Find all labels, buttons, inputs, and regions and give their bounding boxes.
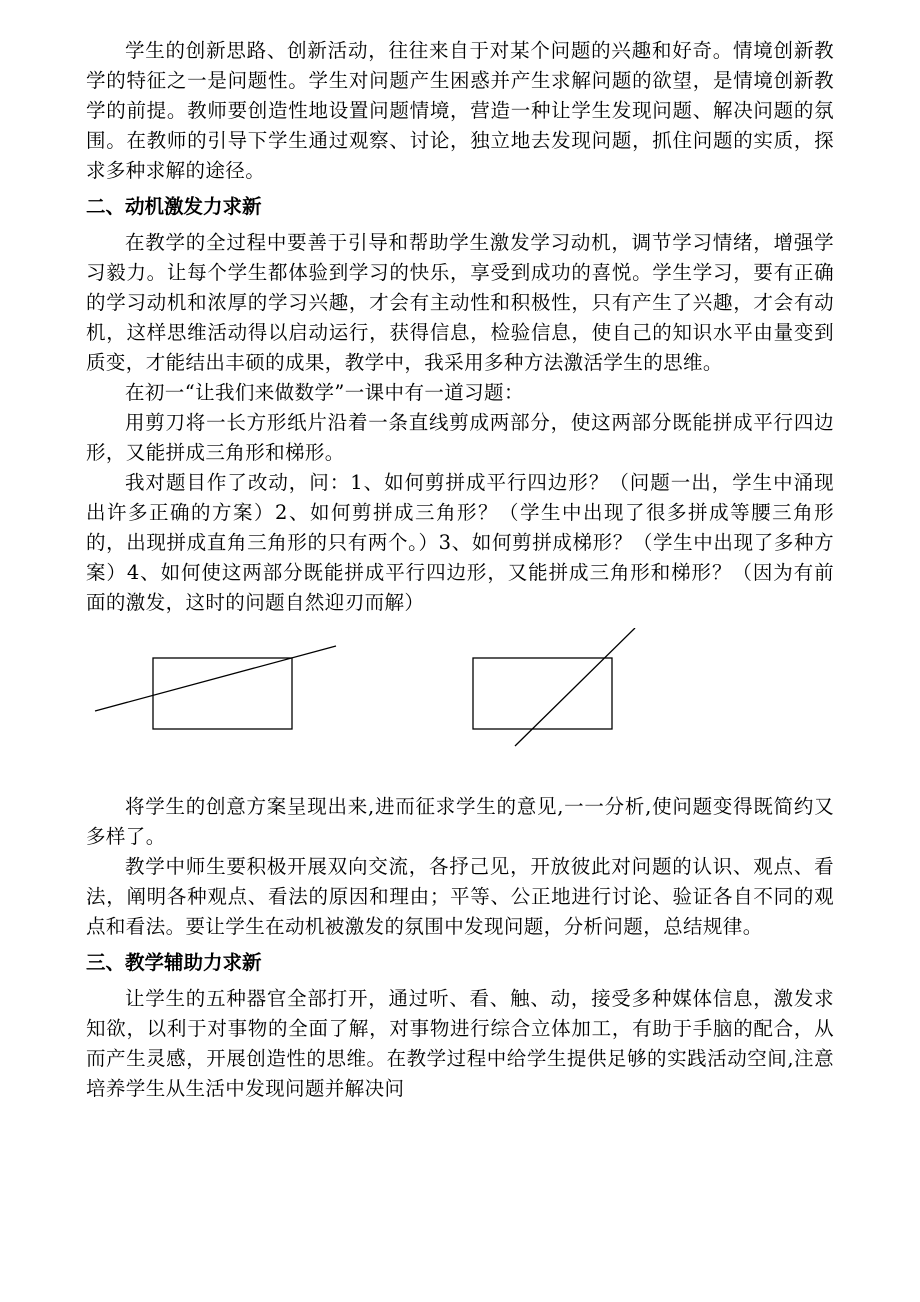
section-heading-motivation: 二、动机激发力求新 bbox=[86, 195, 262, 218]
rectangle-left bbox=[153, 658, 292, 729]
cut-diagrams-svg bbox=[86, 628, 834, 778]
exercise-statement: 用剪刀将一长方形纸片沿着一条直线剪成两部分，使这两部分既能拼成平行四边形，又能拼成三角形和梯形。 bbox=[86, 411, 834, 464]
modified-questions-paragraph: 我对题目作了改动，问：1、如何剪拼成平行四边形？（问题一出，学生中涌现出许多正确的方案）2、如何剪拼成三角形？（学生中出现了很多拼成等腰三角形的，出现拼成直角三角形的只有两个。）3、如何剪拼成梯形？（学生中出现了多种方案）4、如何使这两部分既能拼成平行四边形，又能拼成三角形和梯形？（因为有前面的激发，这时的问题自然迎刃而解） bbox=[86, 471, 834, 614]
intro-paragraph: 学生的创新思路、创新活动，往往来自于对某个问题的兴趣和好奇。情境创新教学的特征之一是问题性。学生对问题产生困惑并产生求解问题的欲望，是情境创新教学的前提。教师要创造性地设置问题情境，营造一种让学生发现问题、解决问题的氛围。在教师的引导下学生通过观察、讨论，独立地去发现问题，抓住问题的实质，探求多种求解的途径。 bbox=[86, 39, 834, 182]
motivation-paragraph-2: 在初一“让我们来做数学”一课中有一道习题： bbox=[125, 381, 524, 404]
cut-line-left bbox=[95, 646, 336, 711]
section-heading-teaching-aids: 三、教学辅助力求新 bbox=[86, 951, 262, 974]
exchange-paragraph: 教学中师生要积极开展双向交流，各抒己见，开放彼此对问题的认识、观点、看法，阐明各种观点、看法的原因和理由；平等、公正地进行讨论、验证各自不同的观点和看法。要让学生在动机被激发的氛围中发现问题，分析问题，总结规律。 bbox=[86, 855, 834, 938]
creative-solutions-paragraph: 将学生的创意方案呈现出来,进而征求学生的意见,一一分析,使问题变得既简约又多样了。 bbox=[86, 795, 834, 848]
rectangle-cut-figure bbox=[86, 628, 834, 778]
motivation-paragraph-1: 在教学的全过程中要善于引导和帮助学生激发学习动机，调节学习情绪，增强学习毅力。让每个学生都体验到学习的快乐，享受到成功的喜悦。学生学习，要有正确的学习动机和浓厚的学习兴趣，才会有主动性和积极性，只有产生了兴趣，才会有动机，这样思维活动得以启动运行，获得信息，检验信息，使自己的知识水平由量变到质变，才能结出丰硕的成果，教学中，我采用多种方法激活学生的思维。 bbox=[86, 231, 834, 374]
teaching-aids-paragraph: 让学生的五种器官全部打开，通过听、看、触、动，接受多种媒体信息，激发求知欲，以利于对事物的全面了解，对事物进行综合立体加工，有助于手脑的配合，从而产生灵感，开展创造性的思维。在教学过程中给学生提供足够的实践活动空间,注意培养学生从生活中发现问题并解决问 bbox=[86, 987, 834, 1100]
document-page bbox=[86, 36, 834, 1104]
cut-line-right bbox=[515, 628, 635, 746]
